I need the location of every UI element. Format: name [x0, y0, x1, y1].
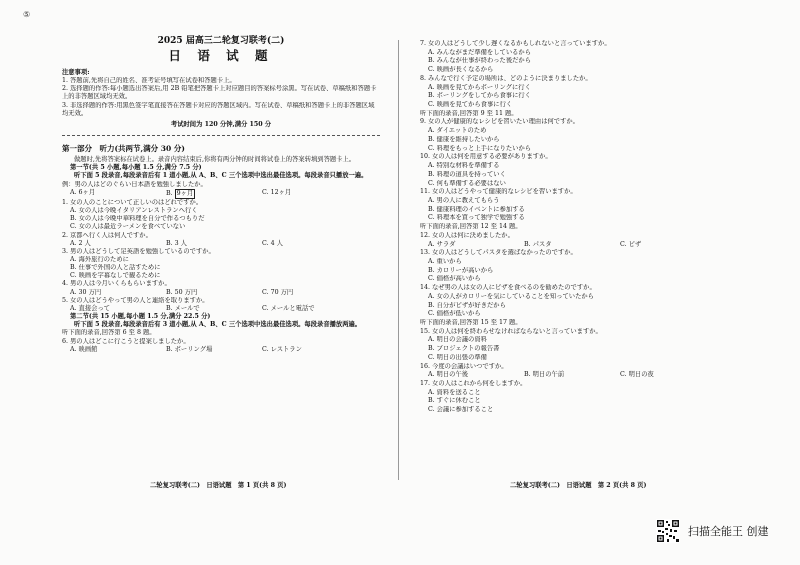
question: 5. 女の人はどうやって男の人と連絡を取りますか。: [62, 296, 209, 304]
question: 9. 女の人が健康的なレシピを習いたい理由は何ですか。: [420, 118, 579, 126]
question: 17. 女の人はこれから何をしますか。: [420, 380, 527, 388]
listening-range: 听下面的录音,回答第 6 至 8 题。: [62, 329, 156, 337]
question: 16. 今度の会議はいつですか。: [420, 362, 508, 370]
option-b: B. 9ヶ月: [166, 189, 262, 199]
column-divider: [398, 40, 399, 480]
option-c: C. 70 万円: [262, 288, 294, 296]
subject-title: 日 语 试 题: [168, 48, 274, 63]
option-b: B. 仕事で外国の人と話すために: [70, 264, 161, 272]
exam-title: 2025 届高三二轮复习联考(二): [157, 36, 285, 46]
option: C. 映画を見てから食事に行く: [428, 101, 513, 109]
option: A. 特別な材料を準備する: [428, 162, 500, 170]
option-c: C. ピザ: [620, 240, 642, 248]
option-a: A. サラダ: [428, 240, 456, 248]
page-footer-1: 二轮复习联考(二) 日语试题 第 1 页(共 8 页): [150, 482, 287, 489]
section-divider: [62, 135, 380, 136]
options-row: [62, 346, 380, 354]
option: A. 映画を見てからボーリングに行く: [428, 83, 531, 91]
option: B. 自分がピザが好きだから: [428, 301, 506, 309]
option: B. ボーリングをしてから食事に行く: [428, 92, 531, 100]
option-a: A. 直接会って: [70, 304, 111, 312]
example-options: [62, 189, 380, 199]
option: C. 何も準備する必要はない: [428, 179, 506, 187]
notes-heading: 注意事项:: [62, 69, 90, 76]
option: B. すぐに休むこと: [428, 397, 481, 405]
option: C. 価格が低いから: [428, 310, 481, 318]
option: A. 男の人に教えてもらう: [428, 196, 500, 204]
option: C. 価格が高いから: [428, 275, 481, 283]
note-item: 1. 答题前,先将自己的姓名、准考证号填写在试卷和答题卡上。: [62, 77, 236, 85]
example-question: 例：男の人はどのぐらい日本語を勉強しましたか。: [62, 180, 207, 188]
option-a: A. 2 人: [70, 239, 91, 247]
qr-code-icon: [656, 519, 680, 543]
option-a: A. 映画館: [70, 345, 98, 353]
option: B. みんなが仕事が終わった後だから: [428, 57, 532, 65]
option: B. プロジェクトの報告書: [428, 345, 500, 353]
option-b: B. パスタ: [524, 240, 552, 248]
option: C. 料理をもっと上手になりたいから: [428, 144, 532, 152]
part1-heading: 第一部分 听力(共两节,满分 30 分): [62, 144, 185, 154]
listening-range: 听下面的录音,回答第 12 至 14 题。: [420, 223, 522, 231]
options-row: [420, 241, 738, 250]
question: 15. 女の人は何を終わらせなければならないと言っていますか。: [420, 327, 602, 335]
sec1-instructions: 听下面 5 段录音,每段录音后有 1 道小题,从 A、B、C 三个选项中选出最佳选项。每段录音只播放一遍。: [74, 172, 368, 180]
notes-list: [62, 77, 380, 118]
right-column: [420, 40, 738, 415]
option-c: C. メールと電話で: [262, 304, 315, 312]
corner-mark: ⑤: [23, 10, 31, 19]
question: 13. 女の人はどうしてパスタを選ばなかったのですか。: [420, 249, 577, 257]
listening-range: 听下面的录音,回答第 15 至 17 题。: [420, 319, 522, 326]
question: 2. 京都へ行く人は何人ですか。: [62, 231, 152, 239]
question: 14. なぜ男の人は女の人にピザを食べるのを勧めたのですか。: [420, 284, 596, 292]
option-c: C. 4 人: [262, 239, 283, 247]
option-b: B. 50 万円: [166, 288, 198, 296]
example-answer-box: 9ヶ月: [175, 189, 196, 199]
question: 8. みんなで行く予定の場所は、どのように決まりましたか。: [420, 74, 592, 82]
question: 1. 女の人のことについて正しいのはどれですか。: [62, 198, 203, 206]
part1-intro: 做题时,先将答案标在试卷上。录音内容结束后,你将有两分钟的时间将试卷上的答案转填到答题卡上。: [74, 156, 356, 164]
listening-range: 听下面的录音,回答第 9 至 11 题。: [420, 109, 518, 117]
option: B. 健康料理のイベントに参加する: [428, 205, 525, 213]
option: A. 女の人がカロリーを気にしていることを知っていたから: [428, 292, 594, 300]
option: A. 明日の会議の資料: [428, 336, 487, 344]
left-column: [62, 36, 380, 354]
sec2-instructions: 听下面 5 段录音,每段录音后有 3 道小题,从 A、B、C 三个选项中选出最佳选项。每段录音播放两遍。: [74, 321, 362, 329]
option: C. 料理本を買って独学で勉強する: [428, 214, 525, 222]
sec1-heading: 第一节(共 5 小题,每小题 1.5 分,满分 7.5 分): [70, 164, 202, 172]
option-a: A. 海外旅行のために: [70, 255, 129, 263]
option: C. 明日の出張の準備: [428, 353, 487, 361]
option-c: C. 映画を字幕なしで観るために: [70, 272, 161, 280]
note-item: 3. 非选择题的作答:用黑色签字笔直接答在答题卡对应的答题区域内。写在试卷、草稿纸和答题卡上的非答题区域均无效。: [62, 101, 375, 117]
option-a: A. 明日の午後: [428, 371, 469, 379]
question: 12. 女の人は何に決めましたか。: [420, 231, 514, 239]
question: 7. 女の人はどうして少し遅くなるかもしれないと言っていますか。: [420, 40, 611, 47]
option-c: C. 女の人は最近ラーメンを食べていない: [70, 223, 186, 231]
option-b: B. 明日の午前: [524, 371, 565, 379]
option-b: B. メールで: [166, 304, 200, 312]
options-row: [420, 371, 738, 380]
option-a: A. 30 万円: [70, 288, 102, 296]
option: B. カロリーが高いから: [428, 266, 494, 274]
option: C. 会議に参加すること: [428, 406, 494, 414]
note-item: 2. 选择题的作答:每小题选出答案后,用 2B 铅笔把答题卡上对应题目的答案标号涂黑。写在试卷、草稿纸和答题卡上的非答题区域均无效。: [62, 85, 377, 101]
exam-info: 考试时间为 120 分钟,满分 150 分: [170, 120, 272, 128]
scanner-label: 扫描全能王 创建: [688, 525, 769, 538]
page-footer-2: 二轮复习联考(二) 日语试题 第 2 页(共 8 页): [510, 482, 647, 489]
question: 11. 女の人はどうやって健康的なレシピを習いますか。: [420, 188, 577, 196]
option: A. 資料を送ること: [428, 388, 481, 396]
option: C. 映画が長くなるから: [428, 66, 494, 74]
option: B. 健康を維持したいから: [428, 135, 500, 143]
option-b: B. ボーリング場: [166, 345, 213, 353]
question: 6. 男の人はどこに行こうと提案しましたか。: [62, 337, 190, 345]
option-c: C. 12ヶ月: [262, 188, 292, 196]
question: 4. 男の人は今月いくらもらいますか。: [62, 280, 171, 288]
option-b: B. 女の人は今晩中華料理を自分で作るつもりだ: [70, 215, 205, 223]
question: 3. 男の人はどうして足英語を勉強しているのですか。: [62, 247, 215, 255]
option: A. ダイエットのため: [428, 127, 487, 135]
option-b: B. 3 人: [166, 239, 187, 247]
option-c: C. 明日の夜: [620, 371, 654, 379]
options-row: [62, 305, 380, 313]
option: A. みんながまだ準備をしているから: [428, 48, 532, 56]
option: B. 料理の道具を持っていく: [428, 170, 506, 178]
options-row: [62, 289, 380, 297]
sec2-heading: 第二节(共 15 小题,每小题 1.5 分,满分 22.5 分): [70, 313, 211, 321]
options-row: [62, 240, 380, 248]
option-a: A. 女の人は今晩イタリアンレストランへ行く: [70, 207, 198, 215]
scanner-watermark: [656, 519, 769, 543]
option: A. 重いから: [428, 257, 462, 265]
option-a: A. 6ヶ月: [70, 188, 96, 196]
option-c: C. レストラン: [262, 345, 302, 353]
question: 10. 女の人は何を用意する必要がありますか。: [420, 153, 552, 161]
